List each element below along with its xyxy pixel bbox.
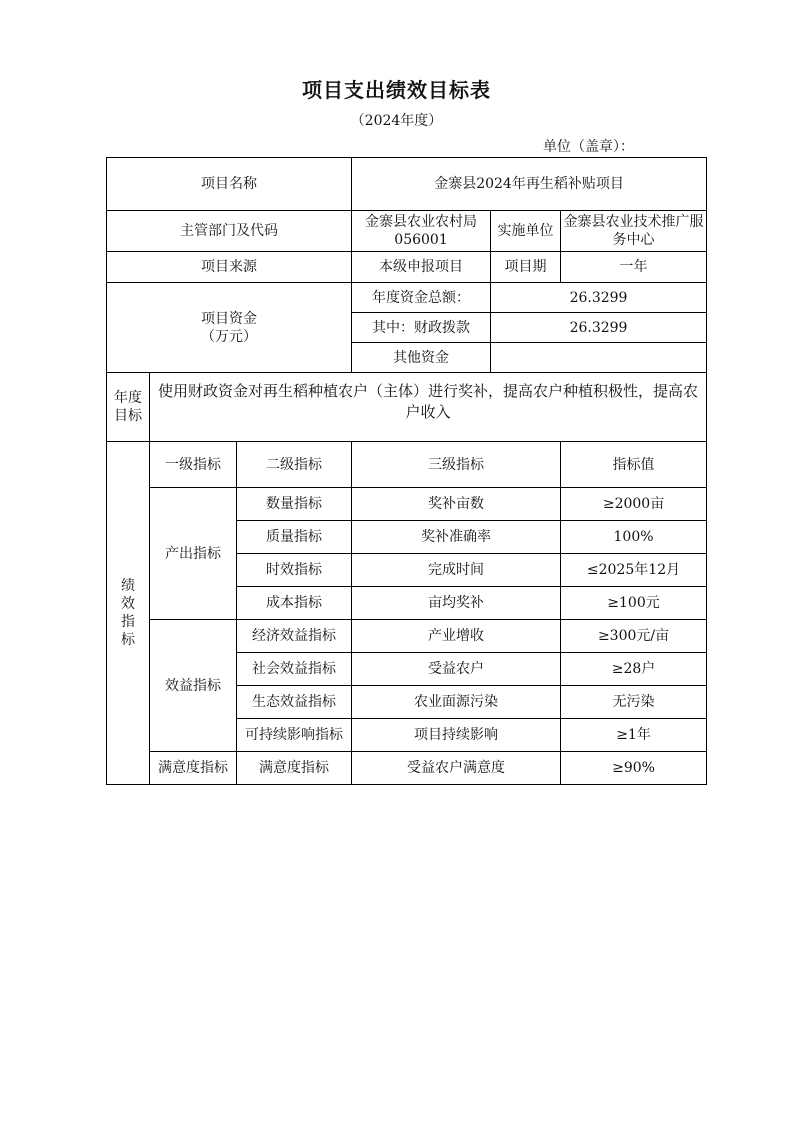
indicator-section-char: 标 <box>121 632 135 648</box>
department-value: 金寨县农业农村局056001 <box>352 211 491 252</box>
indicator-level2: 社会效益指标 <box>237 653 352 686</box>
funds-fiscal-value: 26.3299 <box>491 313 707 343</box>
indicator-level2: 数量指标 <box>237 488 352 521</box>
indicator-level1: 满意度指标 <box>150 752 237 785</box>
annual-goal-row <box>107 373 707 442</box>
indicator-section-char: 绩 <box>121 578 135 594</box>
indicator-level2: 满意度指标 <box>237 752 352 785</box>
unit-stamp-label: 单位（盖章）： <box>543 139 634 155</box>
indicator-value: ≥100元 <box>561 587 707 620</box>
department-label: 主管部门及代码 <box>107 211 352 252</box>
implementer-value: 金寨县农业技术推广服务中心 <box>561 211 707 252</box>
department-row <box>107 211 707 252</box>
funds-fiscal-label: 其中：财政拨款 <box>352 313 491 343</box>
implementer-label: 实施单位 <box>491 211 561 252</box>
project-name-row <box>107 158 707 211</box>
funds-total-label: 年度资金总额： <box>352 283 491 313</box>
indicator-row <box>107 620 707 653</box>
indicator-value: ≥300元/亩 <box>561 620 707 653</box>
period-value: 一年 <box>561 252 707 283</box>
indicator-level2: 经济效益指标 <box>237 620 352 653</box>
indicator-level3: 奖补准确率 <box>352 521 561 554</box>
indicator-row <box>107 488 707 521</box>
header-level1: 一级指标 <box>150 442 237 488</box>
indicator-level1: 效益指标 <box>150 620 237 752</box>
fiscal-year: （2024年度） <box>350 113 443 129</box>
indicator-level3: 项目持续影响 <box>352 719 561 752</box>
indicator-level3: 完成时间 <box>352 554 561 587</box>
funds-other-label: 其他资金 <box>352 343 491 373</box>
source-row <box>107 252 707 283</box>
funds-label-line1: 项目资金 <box>201 310 257 327</box>
project-name-label: 项目名称 <box>107 158 352 211</box>
indicator-section-char: 效 <box>121 596 135 612</box>
indicator-value: ≤2025年12月 <box>561 554 707 587</box>
indicator-value: ≥28户 <box>561 653 707 686</box>
indicator-level3: 奖补亩数 <box>352 488 561 521</box>
funds-other-value <box>491 343 707 373</box>
annual-goal-label <box>107 373 150 442</box>
page-title: 项目支出绩效目标表 <box>302 78 491 102</box>
indicator-value: ≥1年 <box>561 719 707 752</box>
source-value: 本级申报项目 <box>352 252 491 283</box>
indicator-header-row <box>107 442 707 488</box>
indicator-level2: 成本指标 <box>237 587 352 620</box>
source-label: 项目来源 <box>107 252 352 283</box>
indicator-level2: 生态效益指标 <box>237 686 352 719</box>
funds-total-row <box>107 283 707 313</box>
indicator-level2: 可持续影响指标 <box>237 719 352 752</box>
annual-goal-label-line1: 年度 <box>114 390 142 406</box>
indicator-level3: 受益农户 <box>352 653 561 686</box>
funds-label <box>107 283 352 373</box>
project-name-value: 金寨县2024年再生稻补贴项目 <box>352 158 707 211</box>
indicator-level1: 产出指标 <box>150 488 237 620</box>
funds-total-value: 26.3299 <box>491 283 707 313</box>
indicator-row <box>107 752 707 785</box>
performance-target-table <box>106 157 707 785</box>
indicator-value: ≥90% <box>561 752 707 785</box>
indicator-level2: 时效指标 <box>237 554 352 587</box>
indicator-section-char: 指 <box>121 614 135 630</box>
annual-goal-text: 使用财政资金对再生稻种植农户（主体）进行奖补，提高农户种植积极性，提高农户收入 <box>150 373 707 442</box>
indicator-value: 100% <box>561 521 707 554</box>
header-level3: 三级指标 <box>352 442 561 488</box>
indicator-section-label <box>107 442 150 785</box>
indicator-level3: 产业增收 <box>352 620 561 653</box>
indicator-level3: 亩均奖补 <box>352 587 561 620</box>
funds-label-line2: （万元） <box>201 328 257 345</box>
header-level2: 二级指标 <box>237 442 352 488</box>
header-value: 指标值 <box>561 442 707 488</box>
indicator-value: 无污染 <box>561 686 707 719</box>
indicator-value: ≥2000亩 <box>561 488 707 521</box>
indicator-level3: 农业面源污染 <box>352 686 561 719</box>
indicator-level2: 质量指标 <box>237 521 352 554</box>
indicator-level3: 受益农户满意度 <box>352 752 561 785</box>
annual-goal-label-line2: 目标 <box>114 408 142 424</box>
period-label: 项目期 <box>491 252 561 283</box>
